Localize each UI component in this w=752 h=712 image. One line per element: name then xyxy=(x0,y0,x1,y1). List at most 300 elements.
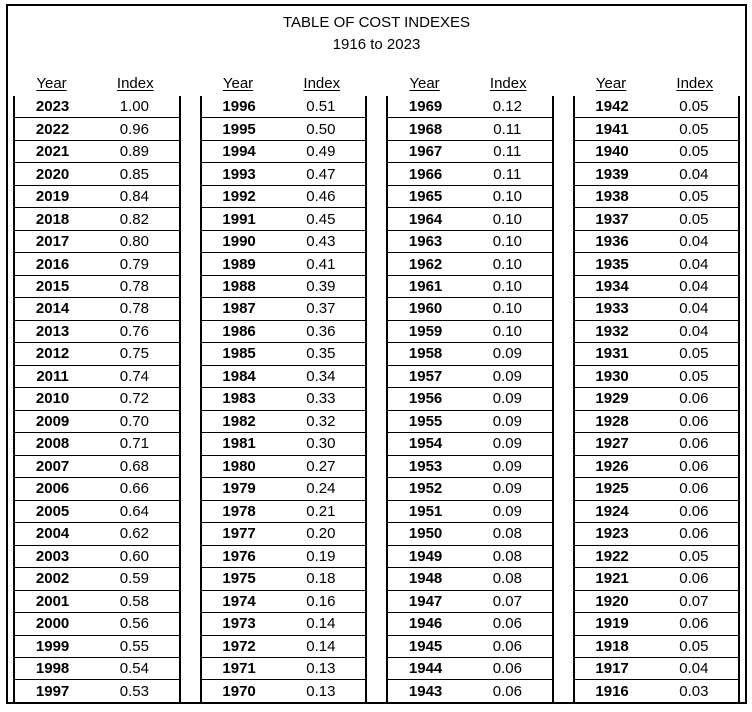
year-cell: 1953 xyxy=(387,455,463,477)
table-row xyxy=(387,185,553,207)
index-cell: 0.33 xyxy=(277,388,366,410)
year-cell: 2016 xyxy=(14,253,90,275)
year-cell: 1995 xyxy=(201,118,277,140)
index-cell: 0.18 xyxy=(277,568,366,590)
table-row xyxy=(14,298,180,320)
table-row xyxy=(14,657,180,679)
year-cell: 1943 xyxy=(408,682,443,700)
index-cell: 0.04 xyxy=(650,163,739,185)
year-cell: 1926 xyxy=(574,455,650,477)
table-row xyxy=(574,208,740,230)
table-row xyxy=(574,455,740,477)
year-cell: 1945 xyxy=(387,635,463,657)
table-row xyxy=(201,545,367,567)
year-cell: 1962 xyxy=(387,253,463,275)
table-row xyxy=(14,163,180,185)
year-cell: 1949 xyxy=(387,545,463,567)
index-cell: 0.58 xyxy=(90,590,179,612)
year-cell: 2009 xyxy=(14,410,90,432)
year-cell: 2015 xyxy=(14,275,90,297)
year-cell: 1996 xyxy=(201,96,277,118)
year-cell: 1984 xyxy=(201,365,277,387)
index-column-header: Index xyxy=(116,74,154,92)
table-row xyxy=(387,410,553,432)
index-cell: 0.35 xyxy=(277,343,366,365)
table-row xyxy=(14,253,180,275)
year-cell: 1991 xyxy=(201,208,277,230)
table-row xyxy=(201,500,367,522)
index-cell: 0.08 xyxy=(463,523,552,545)
table-row xyxy=(14,320,180,342)
index-cell: 0.08 xyxy=(463,568,552,590)
index-cell: 0.09 xyxy=(463,433,552,455)
index-cell: 0.06 xyxy=(492,682,522,700)
year-cell: 2011 xyxy=(14,365,90,387)
year-cell: 1925 xyxy=(574,478,650,500)
table-row xyxy=(574,365,740,387)
table-row xyxy=(201,478,367,500)
index-cell: 0.10 xyxy=(463,298,552,320)
table-row xyxy=(574,298,740,320)
year-cell: 1930 xyxy=(574,365,650,387)
year-cell: 1934 xyxy=(574,275,650,297)
index-cell: 0.06 xyxy=(650,568,739,590)
table-row xyxy=(14,208,180,230)
index-cell: 0.09 xyxy=(463,343,552,365)
year-cell: 2018 xyxy=(14,208,90,230)
column-headers xyxy=(386,70,554,96)
table-row xyxy=(387,365,553,387)
year-cell: 2014 xyxy=(14,298,90,320)
table-row xyxy=(387,680,553,702)
index-cell: 0.10 xyxy=(463,208,552,230)
index-cell: 0.60 xyxy=(90,545,179,567)
table-row xyxy=(201,523,367,545)
table-row xyxy=(387,118,553,140)
index-cell: 0.09 xyxy=(463,388,552,410)
year-cell: 1955 xyxy=(387,410,463,432)
index-cell: 0.76 xyxy=(90,320,179,342)
year-cell: 1938 xyxy=(574,185,650,207)
table-row xyxy=(14,365,180,387)
table-row xyxy=(574,500,740,522)
table-row xyxy=(14,500,180,522)
table-row xyxy=(387,433,553,455)
index-cell: 0.09 xyxy=(463,455,552,477)
index-cell: 0.11 xyxy=(463,118,552,140)
table-row xyxy=(201,657,367,679)
table-row xyxy=(387,545,553,567)
year-cell: 1968 xyxy=(387,118,463,140)
table-row xyxy=(14,545,180,567)
index-cell: 0.75 xyxy=(90,343,179,365)
table-row xyxy=(387,253,553,275)
year-cell: 1977 xyxy=(201,523,277,545)
table-row xyxy=(201,455,367,477)
year-cell: 1929 xyxy=(574,388,650,410)
year-cell: 1972 xyxy=(201,635,277,657)
year-cell: 1965 xyxy=(387,185,463,207)
year-cell: 1916 xyxy=(595,682,629,700)
year-column-header: Year xyxy=(222,74,254,92)
index-cell: 0.66 xyxy=(90,478,179,500)
index-cell: 0.04 xyxy=(650,657,739,679)
table-row xyxy=(574,118,740,140)
table-row xyxy=(387,163,553,185)
year-cell: 2003 xyxy=(14,545,90,567)
year-cell: 1937 xyxy=(574,208,650,230)
index-cell: 0.56 xyxy=(90,613,179,635)
index-cell: 0.05 xyxy=(650,185,739,207)
table-row xyxy=(201,163,367,185)
year-cell: 2010 xyxy=(14,388,90,410)
year-cell: 1992 xyxy=(201,185,277,207)
index-cell: 0.68 xyxy=(90,455,179,477)
year-column-header: Year xyxy=(36,74,67,92)
table-row xyxy=(201,388,367,410)
year-cell: 1956 xyxy=(387,388,463,410)
index-cell: 0.04 xyxy=(650,298,739,320)
index-cell: 0.45 xyxy=(277,208,366,230)
table-row xyxy=(574,320,740,342)
index-cell: 0.05 xyxy=(650,118,739,140)
table-row xyxy=(14,590,180,612)
table-row xyxy=(201,96,367,118)
year-cell: 1976 xyxy=(201,545,277,567)
index-cell: 0.21 xyxy=(277,500,366,522)
year-cell: 2021 xyxy=(14,140,90,162)
year-column-header: Year xyxy=(595,74,627,92)
index-cell: 0.79 xyxy=(90,253,179,275)
table-row xyxy=(14,410,180,432)
index-cell: 0.10 xyxy=(463,320,552,342)
table-row xyxy=(574,388,740,410)
index-column-header: Index xyxy=(303,74,341,92)
table-column-groups xyxy=(13,70,740,702)
table-row xyxy=(574,253,740,275)
year-cell: 1935 xyxy=(574,253,650,275)
year-cell: 2013 xyxy=(14,320,90,342)
table-row xyxy=(387,140,553,162)
year-cell: 2001 xyxy=(14,590,90,612)
index-cell: 0.06 xyxy=(650,410,739,432)
table-row xyxy=(387,590,553,612)
year-cell: 1931 xyxy=(574,343,650,365)
year-cell: 1973 xyxy=(201,613,277,635)
index-cell: 0.30 xyxy=(277,433,366,455)
table-row xyxy=(574,275,740,297)
column-group-1 xyxy=(13,70,181,702)
index-cell: 0.04 xyxy=(650,320,739,342)
table-row xyxy=(14,230,180,252)
index-cell: 0.59 xyxy=(90,568,179,590)
index-cell: 0.06 xyxy=(463,657,552,679)
index-cell: 0.49 xyxy=(277,140,366,162)
index-cell: 0.05 xyxy=(650,140,739,162)
table-row xyxy=(14,635,180,657)
index-cell: 0.32 xyxy=(277,410,366,432)
table-row xyxy=(387,96,553,118)
year-cell: 1932 xyxy=(574,320,650,342)
index-cell: 0.78 xyxy=(90,298,179,320)
year-cell: 1978 xyxy=(201,500,277,522)
table-row xyxy=(201,185,367,207)
index-cell: 0.54 xyxy=(90,657,179,679)
year-cell: 1941 xyxy=(574,118,650,140)
year-cell: 1981 xyxy=(201,433,277,455)
cost-index-table xyxy=(386,96,554,702)
year-cell: 1998 xyxy=(14,657,90,679)
index-cell: 0.11 xyxy=(463,140,552,162)
year-cell: 2004 xyxy=(14,523,90,545)
table-row xyxy=(14,433,180,455)
index-cell: 0.70 xyxy=(90,410,179,432)
index-cell: 0.05 xyxy=(650,96,739,118)
index-cell: 0.12 xyxy=(463,96,552,118)
index-cell: 0.19 xyxy=(277,545,366,567)
index-cell: 0.04 xyxy=(650,275,739,297)
year-cell: 1990 xyxy=(201,230,277,252)
index-cell: 0.14 xyxy=(277,635,366,657)
index-cell: 0.09 xyxy=(463,500,552,522)
table-row xyxy=(201,410,367,432)
index-cell: 0.41 xyxy=(277,253,366,275)
table-row xyxy=(201,118,367,140)
index-cell: 0.20 xyxy=(277,523,366,545)
table-row xyxy=(201,433,367,455)
table-row xyxy=(14,455,180,477)
year-cell: 1966 xyxy=(387,163,463,185)
index-cell: 0.04 xyxy=(650,253,739,275)
year-cell: 2006 xyxy=(14,478,90,500)
year-cell: 1980 xyxy=(201,455,277,477)
table-row xyxy=(574,96,740,118)
index-cell: 0.09 xyxy=(463,410,552,432)
table-row xyxy=(387,635,553,657)
index-cell: 0.05 xyxy=(650,365,739,387)
index-column-header: Index xyxy=(676,74,714,92)
year-cell: 1989 xyxy=(201,253,277,275)
column-group-4 xyxy=(573,70,741,702)
index-cell: 0.62 xyxy=(90,523,179,545)
table-row xyxy=(574,410,740,432)
table-row xyxy=(387,388,553,410)
year-cell: 1946 xyxy=(387,613,463,635)
index-cell: 0.09 xyxy=(463,478,552,500)
table-row xyxy=(574,590,740,612)
table-row xyxy=(201,568,367,590)
table-row xyxy=(14,613,180,635)
index-cell: 0.46 xyxy=(277,185,366,207)
table-row xyxy=(14,118,180,140)
year-cell: 1975 xyxy=(201,568,277,590)
year-cell: 1947 xyxy=(387,590,463,612)
index-cell: 0.07 xyxy=(463,590,552,612)
index-cell: 0.08 xyxy=(463,545,552,567)
year-cell: 1919 xyxy=(574,613,650,635)
year-cell: 1979 xyxy=(201,478,277,500)
index-cell: 0.06 xyxy=(650,523,739,545)
table-row xyxy=(201,253,367,275)
table-row xyxy=(387,320,553,342)
column-headers xyxy=(13,70,181,96)
table-row xyxy=(14,523,180,545)
column-headers xyxy=(200,70,368,96)
column-group-2 xyxy=(200,70,368,702)
year-cell: 2007 xyxy=(14,455,90,477)
table-row xyxy=(387,500,553,522)
index-cell: 0.43 xyxy=(277,230,366,252)
index-cell: 0.06 xyxy=(650,433,739,455)
year-cell: 1994 xyxy=(201,140,277,162)
table-row xyxy=(574,163,740,185)
index-cell: 0.85 xyxy=(90,163,179,185)
table-row xyxy=(574,433,740,455)
year-cell: 1959 xyxy=(387,320,463,342)
index-cell: 0.13 xyxy=(306,682,336,700)
index-cell: 0.47 xyxy=(277,163,366,185)
index-cell: 0.06 xyxy=(463,635,552,657)
table-row xyxy=(387,478,553,500)
index-cell: 0.82 xyxy=(90,208,179,230)
table-row xyxy=(574,545,740,567)
table-row xyxy=(387,523,553,545)
table-row xyxy=(574,568,740,590)
year-cell: 1969 xyxy=(387,96,463,118)
table-row xyxy=(201,590,367,612)
year-cell: 1967 xyxy=(387,140,463,162)
table-row xyxy=(201,613,367,635)
table-title: TABLE OF COST INDEXES xyxy=(283,14,470,31)
index-cell: 0.10 xyxy=(463,253,552,275)
table-row xyxy=(14,275,180,297)
year-cell: 1986 xyxy=(201,320,277,342)
year-cell: 2002 xyxy=(14,568,90,590)
index-cell: 0.51 xyxy=(277,96,366,118)
index-cell: 0.05 xyxy=(650,635,739,657)
year-cell: 1957 xyxy=(387,365,463,387)
column-headers xyxy=(573,70,741,96)
year-cell: 2020 xyxy=(14,163,90,185)
table-row xyxy=(387,613,553,635)
year-cell: 1951 xyxy=(387,500,463,522)
year-cell: 1983 xyxy=(201,388,277,410)
year-cell: 1987 xyxy=(201,298,277,320)
index-cell: 0.24 xyxy=(277,478,366,500)
year-cell: 1952 xyxy=(387,478,463,500)
table-row xyxy=(574,478,740,500)
year-cell: 1927 xyxy=(574,433,650,455)
table-row xyxy=(387,208,553,230)
year-cell: 1988 xyxy=(201,275,277,297)
index-cell: 0.05 xyxy=(650,343,739,365)
table-row xyxy=(14,96,180,118)
index-cell: 0.06 xyxy=(650,613,739,635)
table-row xyxy=(201,365,367,387)
index-cell: 0.39 xyxy=(277,275,366,297)
index-cell: 0.78 xyxy=(90,275,179,297)
index-cell: 0.36 xyxy=(277,320,366,342)
index-cell: 0.03 xyxy=(679,682,709,700)
year-cell: 1948 xyxy=(387,568,463,590)
column-group-3 xyxy=(386,70,554,702)
year-cell: 1964 xyxy=(387,208,463,230)
table-row xyxy=(387,298,553,320)
table-row xyxy=(387,657,553,679)
table-row xyxy=(14,185,180,207)
year-cell: 2023 xyxy=(14,96,90,118)
table-row xyxy=(387,455,553,477)
table-row xyxy=(574,635,740,657)
year-cell: 1993 xyxy=(201,163,277,185)
index-cell: 0.50 xyxy=(277,118,366,140)
year-cell: 2000 xyxy=(14,613,90,635)
table-row xyxy=(14,478,180,500)
table-row xyxy=(387,230,553,252)
year-cell: 1917 xyxy=(574,657,650,679)
table-row xyxy=(574,680,740,702)
table-row xyxy=(574,185,740,207)
table-row xyxy=(201,230,367,252)
cost-index-table xyxy=(13,96,181,702)
index-cell: 0.27 xyxy=(277,455,366,477)
table-row xyxy=(201,208,367,230)
index-cell: 0.53 xyxy=(119,682,149,700)
index-cell: 0.80 xyxy=(90,230,179,252)
index-cell: 0.72 xyxy=(90,388,179,410)
index-cell: 0.55 xyxy=(90,635,179,657)
year-cell: 2008 xyxy=(14,433,90,455)
index-cell: 0.04 xyxy=(650,230,739,252)
table-row xyxy=(574,613,740,635)
index-cell: 0.14 xyxy=(277,613,366,635)
index-cell: 0.07 xyxy=(650,590,739,612)
table-row xyxy=(574,657,740,679)
index-cell: 0.06 xyxy=(650,455,739,477)
year-cell: 1924 xyxy=(574,500,650,522)
table-row xyxy=(574,523,740,545)
year-cell: 1920 xyxy=(574,590,650,612)
table-row xyxy=(574,230,740,252)
table-row xyxy=(574,140,740,162)
year-cell: 1961 xyxy=(387,275,463,297)
year-cell: 1971 xyxy=(201,657,277,679)
index-cell: 0.05 xyxy=(650,545,739,567)
year-cell: 1936 xyxy=(574,230,650,252)
year-cell: 1923 xyxy=(574,523,650,545)
index-cell: 0.06 xyxy=(650,500,739,522)
index-column-header: Index xyxy=(489,74,527,92)
index-cell: 0.06 xyxy=(650,388,739,410)
year-column-header: Year xyxy=(409,74,440,92)
year-cell: 1944 xyxy=(387,657,463,679)
year-cell: 1970 xyxy=(222,682,256,700)
year-cell: 1982 xyxy=(201,410,277,432)
year-cell: 1921 xyxy=(574,568,650,590)
table-row xyxy=(201,140,367,162)
year-cell: 1928 xyxy=(574,410,650,432)
index-cell: 0.16 xyxy=(277,590,366,612)
table-row xyxy=(387,568,553,590)
index-cell: 0.05 xyxy=(650,208,739,230)
index-cell: 0.11 xyxy=(463,163,552,185)
table-row xyxy=(14,388,180,410)
year-cell: 1939 xyxy=(574,163,650,185)
cost-index-table xyxy=(200,96,368,702)
year-cell: 2017 xyxy=(14,230,90,252)
year-cell: 1922 xyxy=(574,545,650,567)
index-cell: 0.13 xyxy=(277,657,366,679)
